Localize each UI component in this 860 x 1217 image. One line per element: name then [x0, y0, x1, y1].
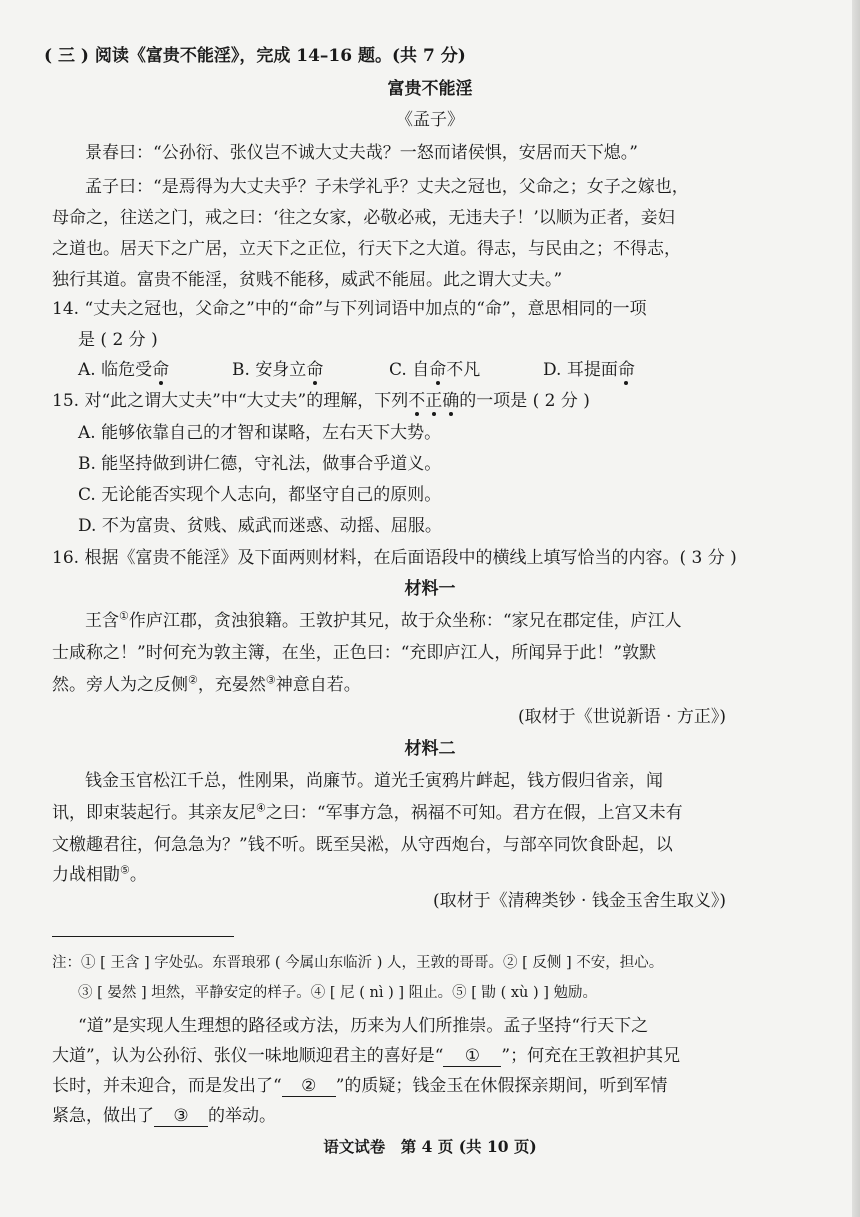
answer-blank-1[interactable]: ① — [443, 1046, 501, 1067]
footnote-mark: ⑤ — [120, 863, 130, 877]
footnote-line: 注：① [ 王含 ] 字处弘。东晋琅邪 ( 今属山东临沂 ) 人，王敦的哥哥。② [ 反侧 ] 不安，担心。 — [52, 955, 664, 971]
dotted-char: 命 — [429, 360, 447, 380]
material-text: 神意自若。 — [275, 675, 361, 695]
option-text: 耳提面 — [566, 360, 618, 380]
footnote-mark: ④ — [256, 801, 266, 815]
dotted-char: 正 — [425, 391, 443, 411]
fill-text: ”的质疑；钱金玉在休假探亲期间，听到军情 — [335, 1076, 668, 1096]
fill-text: 的举动。 — [208, 1106, 276, 1126]
question-14-stem-cont: 是 ( 2 分 ) — [78, 330, 158, 350]
material-2-line — [52, 863, 147, 887]
material-text: 之曰：“军事方急，祸福不可知。君方在假，上宫又未有 — [265, 803, 683, 823]
passage-source: 《孟子》 — [396, 110, 464, 130]
option-text: 临危受 — [101, 360, 153, 380]
fill-text: 大道”，认为公孙衍、张仪一味地顺迎君主的喜好是“ — [52, 1046, 444, 1066]
stem-text: 15. 对“此之谓大丈夫”中“大丈夫”的理解，下列 — [52, 391, 409, 411]
dotted-char: 确 — [442, 391, 460, 411]
stem-text: 的一项是 ( 2 分 ) — [459, 391, 590, 411]
material-2-line: 文檄趣君往，何急急为？”钱不听。既至吴淞，从守西炮台，与部卒同饮食卧起，以 — [52, 835, 673, 855]
fill-paragraph-line — [52, 1044, 680, 1068]
passage-paragraph: 孟子曰：“是焉得为大丈夫乎？子未学礼乎？丈夫之冠也，父命之；女子之嫁也， — [85, 177, 689, 197]
material-text: 力战相勖 — [52, 865, 120, 885]
question-16-stem: 16. 根据《富贵不能淫》及下面两则材料，在后面语段中的横线上填写恰当的内容。( 3 分 ) — [52, 548, 737, 568]
page-edge-shadow — [852, 0, 860, 1217]
question-15-stem — [52, 389, 590, 413]
material-1-source: (取材于《世说新语 · 方正》) — [518, 707, 726, 727]
material-1-title: 材料一 — [404, 579, 456, 599]
option-text: 自 — [412, 360, 430, 380]
option-letter: D. — [543, 360, 562, 380]
answer-blank-3[interactable]: ③ — [154, 1106, 208, 1127]
question-15-option-a: A. 能够依靠自己的才智和谋略，左右天下大势。 — [78, 423, 442, 443]
material-2-source: (取材于《清稗类钞 · 钱金玉舍生取义》) — [433, 891, 726, 911]
passage-paragraph: 之道也。居天下之广居，立天下之正位，行天下之大道。得志，与民由之；不得志， — [52, 239, 681, 259]
footnote-divider — [52, 936, 234, 937]
question-15-option-b: B. 能坚持做到讲仁德，守礼法，做事合乎道义。 — [78, 454, 442, 474]
material-2-line — [52, 801, 683, 825]
dotted-char: 不 — [408, 391, 426, 411]
fill-text: 长时，并未迎合，而是发出了“ — [52, 1076, 282, 1096]
dotted-char: 命 — [152, 360, 170, 380]
passage-paragraph: 独行其道。富贵不能淫，贫贱不能移，威武不能屈。此之谓大丈夫。” — [52, 270, 563, 290]
material-text: 作庐江郡，贪浊狼籍。王敦护其兄，故于众坐称：“家兄在郡定佳，庐江人 — [128, 611, 682, 631]
question-14-option-a — [78, 358, 169, 382]
material-2-title: 材料二 — [404, 739, 456, 759]
passage-paragraph: 景春曰：“公孙衍、张仪岂不诚大丈夫哉？一怒而诸侯惧，安居而天下熄。” — [85, 143, 638, 163]
answer-blank-2[interactable]: ② — [282, 1076, 336, 1097]
fill-paragraph-line: “道”是实现人生理想的路径或方法，历来为人们所推崇。孟子坚持“行天下之 — [78, 1016, 649, 1036]
material-1-line: 士咸称之！”时何充为敦主簿，在坐，正色曰：“充即庐江人，所闻异于此！”敦默 — [52, 643, 657, 663]
footnote-mark: ① — [119, 609, 129, 623]
option-text: 安身立 — [255, 360, 307, 380]
question-14-stem: 14. “丈夫之冠也，父命之”中的“命”与下列词语中加点的“命”，意思相同的一项 — [52, 299, 647, 319]
passage-paragraph: 母命之，往送之门，戒之曰：‘往之女家，必敬必戒，无违夫子！’以顺为正者，妾妇 — [52, 208, 675, 228]
page-footer: 语文试卷 第 4 页 (共 10 页) — [323, 1137, 537, 1156]
material-2-line: 钱金玉官松江千总，性刚果，尚廉节。道光壬寅鸦片衅起，钱方假归省亲，闻 — [85, 771, 663, 791]
dotted-char: 命 — [306, 360, 324, 380]
option-letter: B. — [232, 360, 250, 380]
material-text: 王含 — [85, 611, 119, 631]
material-text: 然。旁人为之反侧 — [52, 675, 188, 695]
material-1-line — [85, 609, 682, 633]
fill-text: ”；何充在王敦袒护其兄 — [501, 1046, 681, 1066]
option-letter: C. — [389, 360, 407, 380]
question-14-option-b — [232, 358, 323, 382]
fill-text: 紧急，做出了 — [52, 1106, 154, 1126]
section-header: ( 三 ) 阅读《富贵不能淫》，完成 14–16 题。(共 7 分) — [44, 46, 466, 66]
footnote-mark: ② — [188, 673, 198, 687]
passage-title: 富贵不能淫 — [387, 79, 473, 99]
question-15-option-d: D. 不为富贵、贫贱、威武而迷惑、动摇、屈服。 — [78, 516, 442, 536]
fill-paragraph-line — [52, 1074, 667, 1098]
question-15-option-c: C. 无论能否实现个人志向，都坚守自己的原则。 — [78, 485, 442, 505]
footnote-line: ③ [ 晏然 ] 坦然，平静安定的样子。④ [ 尼 ( nì ) ] 阻止。⑤ [ 勖 ( xù ) ] 勉励。 — [78, 985, 598, 1001]
footnote-mark: ③ — [265, 673, 276, 687]
material-text: 讯，即束装起行。其亲友尼 — [52, 803, 256, 823]
fill-paragraph-line — [52, 1104, 276, 1128]
option-letter: A. — [78, 360, 96, 380]
question-14-option-c — [389, 358, 480, 382]
option-text: 不凡 — [446, 360, 481, 380]
material-text: 。 — [129, 865, 147, 885]
material-1-line — [52, 673, 361, 697]
question-14-option-d — [543, 358, 635, 382]
dotted-char: 命 — [617, 360, 635, 380]
material-text: ，充晏然 — [197, 675, 266, 695]
